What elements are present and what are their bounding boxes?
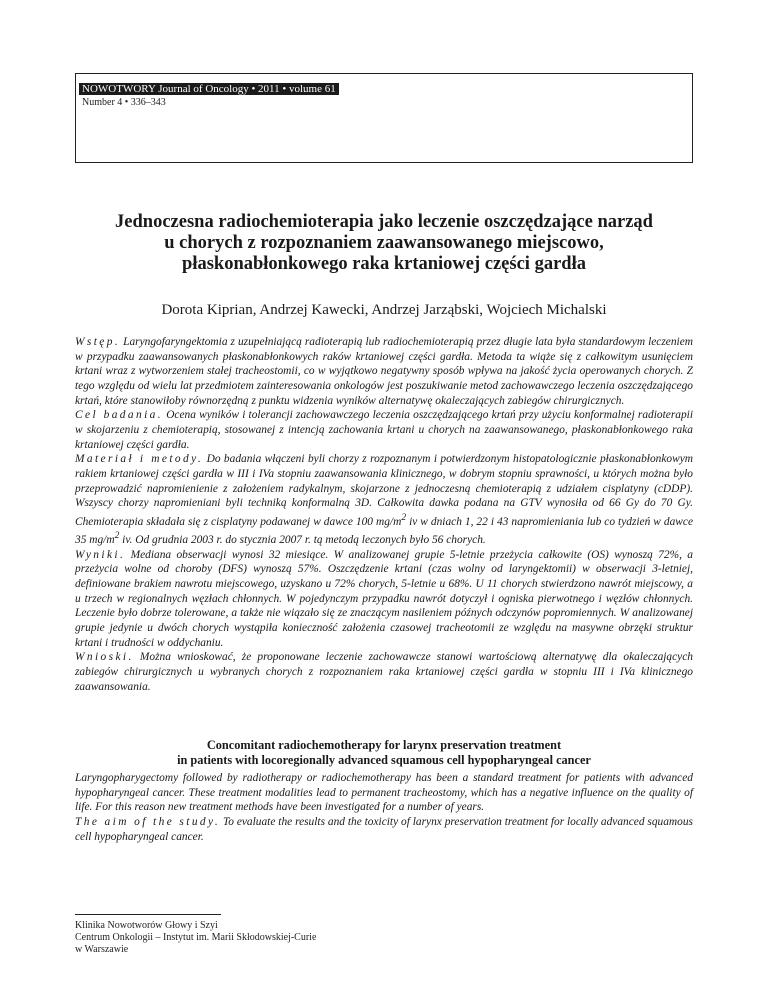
affiliation-line: w Warszawie [75, 944, 129, 955]
abstract-methods-text-end: iv. Od grudnia 2003 r. do stycznia 2007 r. tą metodą leczonych było 56 chorych. [119, 534, 486, 547]
abstract-english-aim [75, 815, 693, 844]
superscript: 2 [114, 531, 120, 542]
abstract-aim [75, 408, 693, 452]
section-label-aim-en: The aim of the study. [75, 815, 221, 828]
abstract-conclusions-text: Można wnioskować, że proponowane leczenie zachowawcze stanowi wartościową alternatywę dla okaleczających zabiegów chirurgicznych u wybranych chorych z rozpoznaniem raka krtaniowej części gardła w stopniu III i IVa klinicznego zaawansowania. [75, 651, 693, 693]
superscript: 2 [401, 512, 407, 523]
section-label-aim: Cel badania. [75, 409, 163, 422]
english-title-line: in patients with locoregionally advanced squamous cell hypopharyngeal cancer [177, 753, 591, 767]
abstract-methods-text: Do badania włączeni byli chorzy z rozpoznanym i potwierdzonym histopatologicznie płaskonabłonkowym rakiem krtaniowej części gardła w III i IVa stopniu zaawansowania klinicznego, w dobrym stopniu sprawności, u których można było przeprowadzić napromienienie z założeniem radykalnym, skojarzone z jednoczesną chemioterapią z udziałem cisplatyny (cDDP). Wszyscy chorzy napromieniani byli techniką konformalną 3D. Całkowita dawka podana na GTV wynosiła od 66 Gy do 70 Gy. Chemioterapia składała się z cisplatyny podawanej w dawce 100 mg/m [75, 453, 693, 528]
affiliation-footnote [75, 920, 316, 956]
affiliation-line: Klinika Nowotworów Głowy i Szyi [75, 920, 218, 931]
abstract-english [75, 771, 693, 844]
abstract-english-aim-text: To evaluate the results and the toxicity of larynx preservation treatment for locally advanced squamous cell hypopharyngeal cancer. [75, 815, 693, 843]
section-label-intro: Wstęp. [75, 336, 121, 348]
abstract-aim-text: Ocena wyników i tolerancji zachowawczego leczenia oszczędzającego krtań przy użyciu konformalnej radioterapii w skojarzeniu z chemioterapią, stosowanej z intencją zachowania krtani u chorych na zaawansowanego, płaskonabłonkowego raka krtaniowej części gardła. [75, 409, 693, 451]
affiliation-line: Centrum Onkologii – Instytut im. Marii Skłodowskiej-Curie [75, 932, 317, 943]
journal-title: NOWOTWORY Journal of Oncology • 2011 • volume 61 [79, 83, 339, 95]
abstract-methods-text-cont: iv w dniach 1, 22 i 43 napromieniania lub co tydzień w dawce 35 mg/m [75, 515, 694, 547]
footnote-divider [75, 914, 221, 915]
abstract-results-text: Mediana obserwacji wynosi 32 miesiące. W analizowanej grupie 5-letnie przeżycia całkowite (OS) wynoszą 72%, a przeżycia wolne od choroby (DFS) wynoszą 57%. Oszczędzenie krtani (czas wolny od laryngektomii) w obserwacji 3-letniej, definiowane brakiem nawrotu miejscowego, uzyskano u 72% chorych, 5-letnie u 68%. U 11 chorych stwierdzono nawrót miejscowy, a u trzech w regionalnych węzłach chłonnych. W pojedynczym przypadku nawrót dotyczył i ogniska pierwotnego i węzłów chłonnych. Leczenie było dobrze tolerowane, a także nie wiązało się ze znaczącym nasileniem późnych odczynów popromiennych. W analizowanej grupie jedynie u dwóch chorych wystąpiła konieczność założenia czasowej tracheotomii ze względu na masywne obrzęki struktur krtani i trudności w oddychaniu. [75, 548, 693, 649]
english-title-line: Concomitant radiochemotherapy for larynx preservation treatment [206, 738, 562, 752]
journal-issue-number: Number 4 • 336–343 [82, 97, 166, 108]
english-title [75, 738, 693, 768]
abstract-intro [75, 335, 693, 408]
section-label-conclusions: Wnioski. [75, 651, 134, 664]
abstract-intro-text: Laryngofaryngektomia z uzupełniającą radioterapią lub radiochemioterapią przez długie lata była standardowym leczeniem w przypadku zaawansowanych płaskonabłonkowych raków krtaniowej części gardła. Metoda ta wiąże się z całkowitym usunięciem krtani wraz z wytworzeniem stałej tracheostomii, co w wyjątkowo negatywny sposób wpływa na jakość życia operowanych chorych. Z tego względu od wielu lat przedmiotem zainteresowania onkologów jest poszukiwanie metod zachowawczego leczenia oszczędzającego krtań, które stanowiłoby równorzędną z punktu widzenia wyników alternatywę okaleczających zabiegów chirurgicznych. [75, 336, 693, 407]
section-label-results: Wyniki. [75, 548, 126, 561]
abstract-methods [75, 452, 693, 548]
abstract-polish [75, 335, 693, 694]
journal-header-box [75, 73, 693, 163]
article-title-line: Jednoczesna radiochemioterapia jako leczenie oszczędzające narząd [115, 212, 653, 232]
abstract-english-intro: Laryngopharygectomy followed by radiotherapy or radiochemotherapy has been a standard treatment for patients with advanced hypopharyngeal cancer. These treatment modalities lead to permanent tracheostomy, which has a negative influence on the quality of life. For this reason new treatment methods have been investigated for a number of years. [75, 772, 693, 814]
abstract-results [75, 548, 693, 651]
article-title [90, 212, 678, 275]
article-authors: Dorota Kiprian, Andrzej Kawecki, Andrzej Jarząbski, Wojciech Michalski [161, 302, 607, 318]
article-title-line: u chorych z rozpoznaniem zaawansowanego miejscowo, [164, 233, 604, 253]
section-label-methods: Materiał i metody. [75, 453, 204, 466]
abstract-conclusions [75, 650, 693, 694]
article-title-line: płaskonabłonkowego raka krtaniowej części gardła [182, 254, 586, 274]
